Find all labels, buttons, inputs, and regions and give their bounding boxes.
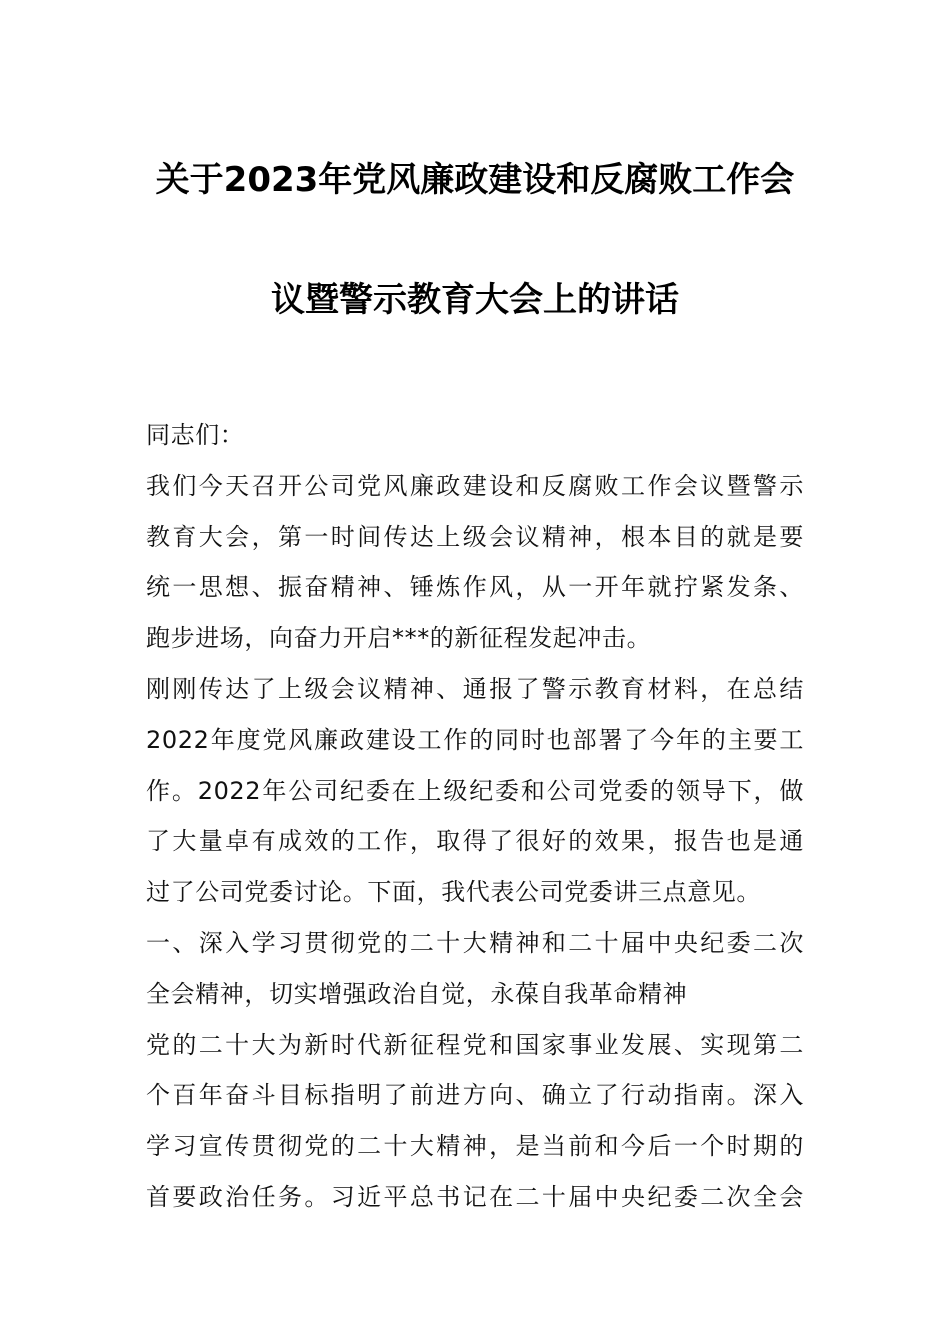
document-title-line-2: 议暨警示教育大会上的讲话 (271, 280, 679, 320)
document-title-line-1: 关于2023年党风廉政建设和反腐败工作会 (155, 160, 795, 200)
section-heading-line: 一、深入学习贯彻党的二十大精神和二十届中央纪委二次 (146, 928, 804, 957)
body-line: 2022年度党风廉政建设工作的同时也部署了今年的主要工 (146, 725, 804, 754)
body-line: 跑步进场，向奋力开启***的新征程发起冲击。 (146, 624, 652, 653)
body-line: 了大量卓有成效的工作，取得了很好的效果，报告也是通 (146, 827, 804, 856)
body-line: 刚刚传达了上级会议精神、通报了警示教育材料，在总结 (146, 674, 804, 703)
body-line: 个百年奋斗目标指明了前进方向、确立了行动指南。深入 (146, 1081, 804, 1110)
body-line: 作。2022年公司纪委在上级纪委和公司党委的领导下，做 (146, 776, 804, 805)
body-line: 教育大会，第一时间传达上级会议精神，根本目的就是要 (146, 522, 804, 551)
section-heading-line: 全会精神，切实增强政治自觉，永葆自我革命精神 (146, 979, 688, 1008)
body-line: 我们今天召开公司党风廉政建设和反腐败工作会议暨警示 (146, 471, 804, 500)
salutation: 同志们： (146, 421, 245, 449)
body-line: 党的二十大为新时代新征程党和国家事业发展、实现第二 (146, 1030, 804, 1059)
body-line: 首要政治任务。习近平总书记在二十届中央纪委二次全会 (146, 1182, 804, 1211)
body-line: 统一思想、振奋精神、锤炼作风，从一开年就拧紧发条、 (146, 573, 804, 602)
body-line: 过了公司党委讨论。下面，我代表公司党委讲三点意见。 (146, 878, 761, 907)
body-line: 学习宣传贯彻党的二十大精神，是当前和今后一个时期的 (146, 1132, 804, 1161)
document-body (146, 410, 804, 1223)
